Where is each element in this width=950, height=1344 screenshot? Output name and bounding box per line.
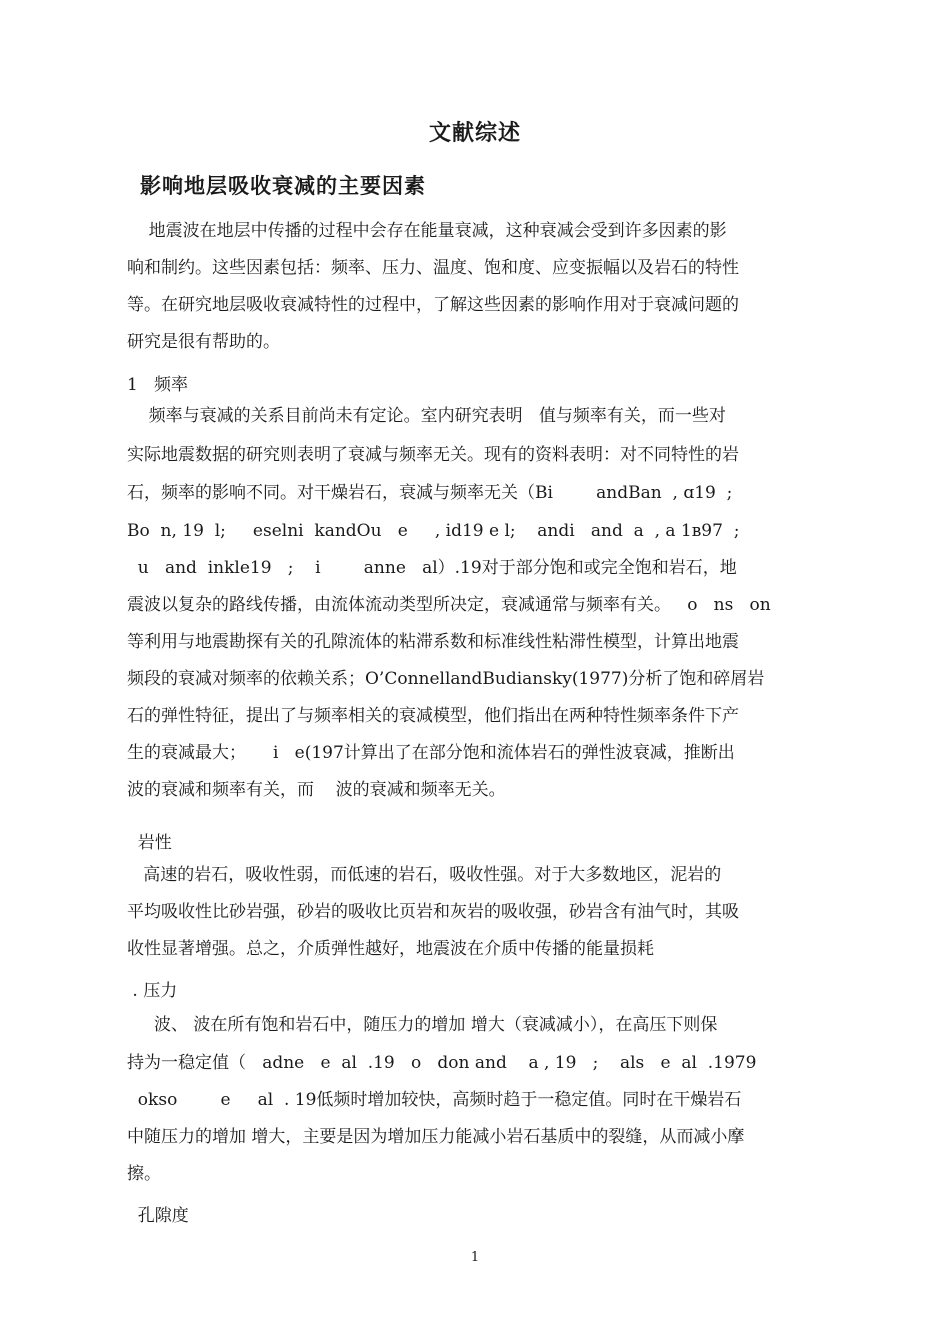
paragraph-line: 中随压力的增加 增大，主要是因为增加压力能减小岩石基质中的裂缝，从而减小摩 [127, 1127, 745, 1147]
paragraph-line: 平均吸收性比砂岩强，砂岩的吸收比页岩和灰岩的吸收强，砂岩含有油气时，其吸 [127, 902, 739, 922]
paragraph-line: 石的弹性特征，提出了与频率相关的衰减模型，他们指出在两种特性频率条件下产 [127, 706, 739, 726]
intro-line: 等。在研究地层吸收衰减特性的过程中，了解这些因素的影响作用对于衰减问题的 [127, 295, 739, 315]
paragraph-line: Bo n, 19 l; eselni kandOu e , id19 e l; andi and a , a 1ʙ97 ; [127, 521, 740, 541]
paragraph-line: 频率与衰减的关系目前尚未有定论。室内研究表明 值与频率有关，而一些对 [127, 406, 726, 426]
paragraph-line: 生的衰减最大； i e(197计算出了在部分饱和流体岩石的弹性波衰减，推断出 [127, 743, 735, 763]
section-title: 影响地层吸收衰减的主要因素 [140, 174, 426, 198]
page-number: 1 [470, 1250, 480, 1265]
paragraph-line: 等利用与地震勘探有关的孔隙流体的粘滞系数和标准线性粘滞性模型，计算出地震 [127, 632, 739, 652]
section-heading-lithology: 岩性 [127, 833, 172, 853]
paragraph-line: 震波以复杂的路线传播，由流体流动类型所决定，衰减通常与频率有关。 o ns on [127, 595, 771, 615]
paragraph-line: 频段的衰减对频率的依赖关系；O’ConnellandBudiansky(1977)分析了饱和碎屑岩 [127, 669, 765, 689]
intro-line: 研究是很有帮助的。 [127, 332, 280, 352]
section-heading-pressure: . 压力 [127, 981, 178, 1001]
paragraph-line: 波、 波在所有饱和岩石中，随压力的增加 增大（衰减减小），在高压下则保 [127, 1015, 718, 1035]
intro-line: 地震波在地层中传播的过程中会存在能量衰减，这种衰减会受到许多因素的影 [127, 221, 727, 241]
section-heading-frequency: 1 频率 [127, 375, 189, 395]
paragraph-line: 高速的岩石，吸收性弱，而低速的岩石，吸收性强。对于大多数地区，泥岩的 [127, 865, 722, 885]
paragraph-line: 擦。 [127, 1164, 161, 1184]
paragraph-line: u and inkle19 ; i anne al）.19对于部分饱和或完全饱和岩石，地 [127, 558, 737, 578]
paragraph-line: 波的衰减和频率有关，而 波的衰减和频率无关。 [127, 780, 506, 800]
paragraph-line: okso e al . 19低频时增加较快，高频时趋于一稳定值。同时在干燥岩石 [127, 1090, 742, 1110]
document-title: 文献综述 [428, 121, 521, 146]
paragraph-line: 收性显著增强。总之，介质弹性越好，地震波在介质中传播的能量损耗 [127, 939, 654, 959]
paragraph-line: 实际地震数据的研究则表明了衰减与频率无关。现有的资料表明：对不同特性的岩 [127, 445, 739, 465]
paragraph-line: 持为一稳定值（ adne e al .19 o don and a , 19 ; als e al .1979 [127, 1053, 757, 1073]
paragraph-line: 石，频率的影响不同。对干燥岩石，衰减与频率无关（Bi andBan , ɑ19 ; [127, 483, 733, 503]
intro-line: 响和制约。这些因素包括：频率、压力、温度、饱和度、应变振幅以及岩石的特性 [127, 258, 739, 278]
section-heading-porosity: 孔隙度 [127, 1206, 189, 1226]
